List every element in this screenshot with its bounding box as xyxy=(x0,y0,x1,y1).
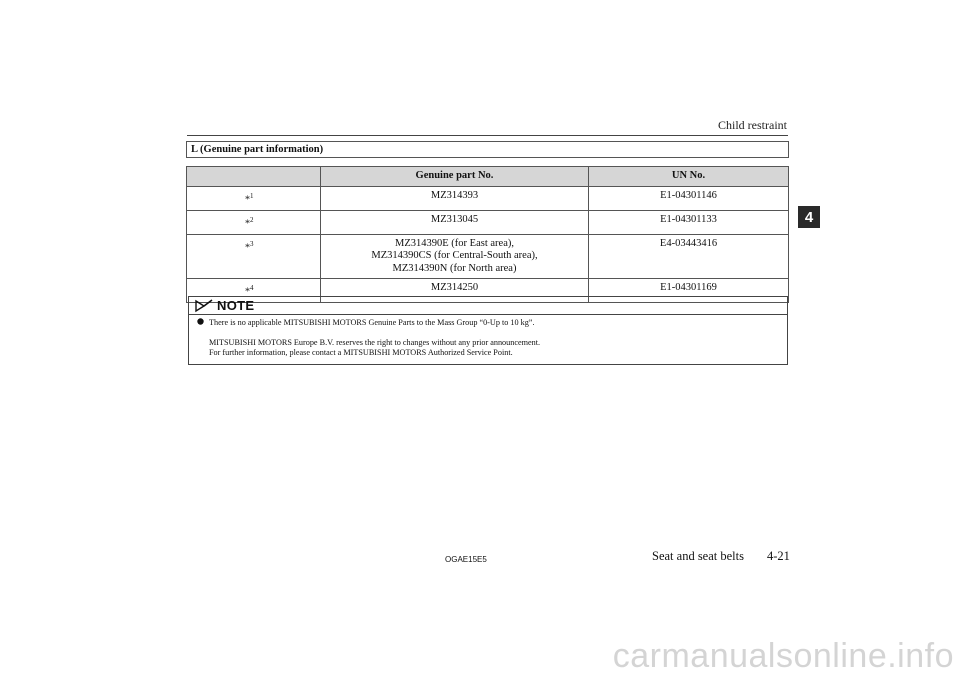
part-number-line: MZ314390N (for North area) xyxy=(392,262,517,274)
note-box xyxy=(188,296,788,365)
part-number-line: MZ314390E (for East area), xyxy=(395,237,514,249)
footer-page-number: 4-21 xyxy=(767,549,790,563)
part-number-cell: MZ314250 xyxy=(321,279,589,303)
footer-section-name: Seat and seat belts xyxy=(652,549,744,563)
note-para-line: MITSUBISHI MOTORS Europe B.V. reserves the right to changes without any prior announcement. xyxy=(209,337,541,347)
part-number-cell xyxy=(321,234,589,279)
note-body xyxy=(189,315,787,359)
un-number-cell: E1-04301146 xyxy=(589,186,789,210)
header-rule xyxy=(187,135,788,136)
page-header-title: Child restraint xyxy=(718,118,787,132)
table-header-un-no: UN No. xyxy=(589,167,789,187)
table-header-row xyxy=(187,167,789,187)
table-row xyxy=(187,210,789,234)
row-mark: *$^2$ xyxy=(187,210,321,234)
note-bullet-text: There is no applicable MITSUBISHI MOTORS Genuine Parts to the Mass Group “0-Up to 10 kg”. xyxy=(209,318,535,327)
un-number-cell: E1-04301133 xyxy=(589,210,789,234)
row-mark: *$^3$ xyxy=(187,234,321,279)
part-number-cell: MZ314393 xyxy=(321,186,589,210)
table-header-blank xyxy=(187,167,321,187)
section-tab: 4 xyxy=(798,206,820,228)
part-number-cell: MZ313045 xyxy=(321,210,589,234)
table-row xyxy=(187,234,789,279)
note-header xyxy=(189,297,787,315)
section-heading: L (Genuine part information) xyxy=(186,141,789,158)
table-header-part-no: Genuine part No. xyxy=(321,167,589,187)
note-paragraph xyxy=(197,338,779,359)
table-row xyxy=(187,186,789,210)
row-mark: *$^4$ xyxy=(187,279,321,303)
bullet-icon xyxy=(197,318,209,329)
un-number-cell: E1-04301169 xyxy=(589,279,789,303)
footer-doc-code: OGAE15E5 xyxy=(445,555,487,564)
row-mark: *$^1$ xyxy=(187,186,321,210)
note-pencil-icon xyxy=(195,299,213,313)
parts-table xyxy=(186,166,789,303)
note-label: NOTE xyxy=(217,298,255,313)
note-bullet-item xyxy=(197,318,779,329)
watermark: carmanualsonline.info xyxy=(612,637,954,675)
note-para-line: For further information, please contact a MITSUBISHI MOTORS Authorized Service Point. xyxy=(209,348,513,357)
un-number-cell: E4-03443416 xyxy=(589,234,789,279)
part-number-line: MZ314390CS (for Central-South area), xyxy=(371,250,538,261)
